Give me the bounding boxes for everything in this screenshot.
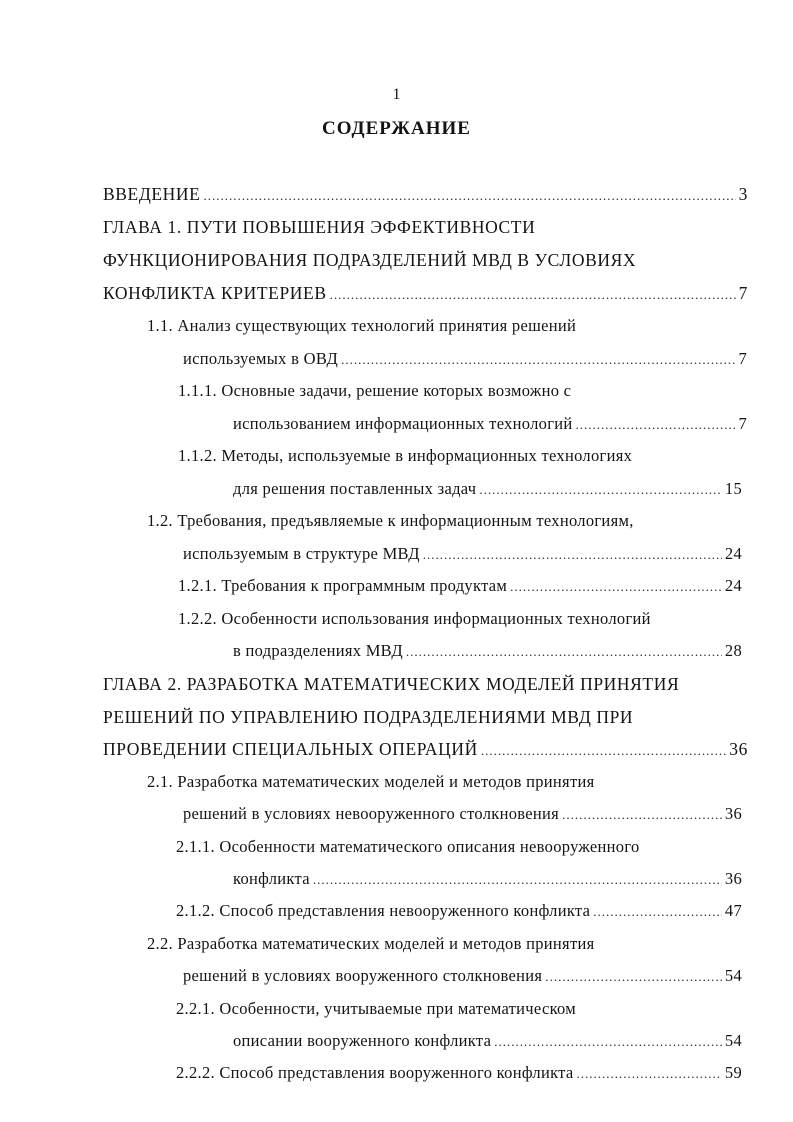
toc-entry-page: 36	[724, 869, 742, 888]
dot-leader	[423, 540, 722, 569]
toc-entry-label: 2.1.1. Особенности математического описания невооруженного	[176, 837, 640, 856]
toc-entry-label: ФУНКЦИОНИРОВАНИЯ ПОДРАЗДЕЛЕНИЙ МВД В УСЛОВИЯХ	[103, 250, 637, 270]
toc-section-1-1[interactable]	[183, 344, 747, 374]
toc-section-1-2[interactable]	[183, 539, 742, 569]
toc-subsection-2-1-1[interactable]	[233, 864, 742, 894]
dot-leader	[562, 800, 722, 829]
toc-entry-label: 1.1.2. Методы, используемые в информационных технологиях	[178, 446, 633, 465]
toc-entry-label: в подразделениях МВД	[233, 641, 403, 660]
toc-entry-label: использованием информационных технологий	[233, 414, 573, 433]
toc-entry-page: 24	[724, 576, 742, 595]
toc-entry-label: 1.2. Требования, предъявляемые к информационным технологиям,	[147, 511, 634, 530]
toc-entry-page: 59	[724, 1063, 742, 1082]
dot-leader	[481, 736, 726, 764]
toc-subsection-2-2-2[interactable]	[176, 1058, 742, 1088]
toc-chapter-2-line[interactable]	[103, 734, 748, 764]
dot-leader	[494, 1027, 722, 1056]
toc-entry-label: 2.1. Разработка математических моделей и методов принятия	[147, 772, 595, 791]
toc-subsection-2-2-1[interactable]	[176, 994, 747, 1024]
toc-subsection-1-1-1[interactable]	[233, 409, 747, 439]
toc-entry-page: 3	[738, 184, 748, 204]
toc-section-2-2[interactable]	[183, 961, 742, 991]
toc-entry-page: 7	[738, 349, 747, 368]
toc-entry-label: конфликта	[233, 869, 310, 888]
toc-entry-label: решений в условиях невооруженного столкновения	[183, 804, 560, 823]
dot-leader	[341, 345, 735, 374]
dot-leader	[510, 572, 722, 601]
toc-entry-label: описании вооруженного конфликта	[233, 1031, 492, 1050]
toc-entry-label: РЕШЕНИЙ ПО УПРАВЛЕНИЮ ПОДРАЗДЕЛЕНИЯМИ МВД ПРИ	[103, 707, 634, 727]
toc-entry-label: КОНФЛИКТА КРИТЕРИЕВ	[103, 283, 327, 303]
toc-chapter-1-line[interactable]	[103, 212, 748, 242]
toc-subsection-1-1-2[interactable]	[233, 474, 742, 504]
dot-leader	[479, 475, 722, 504]
toc-entry-label: 2.2.2. Способ представления вооруженного конфликта	[176, 1063, 574, 1082]
toc-entry-label: 1.1. Анализ существующих технологий принятия решений	[147, 316, 577, 335]
dot-leader	[545, 962, 722, 991]
dot-leader	[577, 1059, 722, 1088]
toc-subsection-1-2-2[interactable]	[178, 604, 747, 634]
toc-entry-label: 1.2.2. Особенности использования информационных технологий	[178, 609, 651, 628]
toc-subsection-1-2-2[interactable]	[233, 636, 742, 666]
toc-entry-label: ВВЕДЕНИЕ	[103, 184, 201, 204]
toc-entry-label: используемых в ОВД	[183, 349, 339, 368]
toc-section-2-1[interactable]	[147, 767, 747, 797]
toc-subsection-2-1-1[interactable]	[176, 832, 747, 862]
toc-section-1-1[interactable]	[147, 311, 747, 341]
toc-chapter-1-line[interactable]	[103, 245, 748, 275]
toc-entry-page: 36	[724, 804, 742, 823]
toc-subsection-1-1-2[interactable]	[178, 441, 747, 471]
toc-entry-label: 2.2.1. Особенности, учитываемые при математическом	[176, 999, 577, 1018]
toc-subsection-2-1-2[interactable]	[176, 896, 742, 926]
toc-entry-page: 36	[729, 739, 748, 759]
toc-entry-label: 2.2. Разработка математических моделей и методов принятия	[147, 934, 595, 953]
dot-leader	[406, 637, 722, 666]
toc-entry-label: ГЛАВА 1. ПУТИ ПОВЫШЕНИЯ ЭФФЕКТИВНОСТИ	[103, 217, 536, 237]
toc-entry-page: 54	[724, 1031, 742, 1050]
toc-section-1-2[interactable]	[147, 506, 747, 536]
toc-entry-page: 54	[724, 966, 742, 985]
toc-chapter-2-line[interactable]	[103, 702, 748, 732]
toc-chapter-1-line[interactable]	[103, 278, 748, 308]
toc-entry-page: 15	[724, 479, 742, 498]
toc-section-2-1[interactable]	[183, 799, 742, 829]
dot-leader	[313, 865, 722, 894]
toc-entry-label: ГЛАВА 2. РАЗРАБОТКА МАТЕМАТИЧЕСКИХ МОДЕЛЕЙ ПРИНЯТИЯ	[103, 674, 680, 694]
toc-entry-label: 1.2.1. Требования к программным продуктам	[178, 576, 508, 595]
toc-entry-label: ПРОВЕДЕНИИ СПЕЦИАЛЬНЫХ ОПЕРАЦИЙ	[103, 739, 478, 759]
toc-section-2-2[interactable]	[147, 929, 747, 959]
toc-entry-label: решений в условиях вооруженного столкновения	[183, 966, 543, 985]
page-number: 1	[392, 86, 401, 103]
toc-subsection-1-2-1[interactable]	[178, 571, 742, 601]
toc-entry-label: используемым в структуре МВД	[183, 544, 420, 563]
dot-leader	[576, 410, 736, 439]
toc-entry-page: 47	[724, 901, 742, 920]
page-title: СОДЕРЖАНИЕ	[322, 118, 471, 139]
dot-leader	[330, 280, 736, 308]
dot-leader	[203, 181, 735, 209]
toc-subsection-1-1-1[interactable]	[178, 376, 747, 406]
toc-entry-label: для решения поставленных задач	[233, 479, 477, 498]
toc-entry-page: 28	[724, 641, 742, 660]
toc-subsection-2-2-1[interactable]	[233, 1026, 742, 1056]
toc-entry-page: 7	[738, 414, 747, 433]
toc-entry-label: 2.1.2. Способ представления невооруженного конфликта	[176, 901, 591, 920]
toc-chapter-2-line[interactable]	[103, 669, 748, 699]
dot-leader	[593, 897, 722, 926]
toc-entry-page: 7	[738, 283, 748, 303]
toc-entry-intro[interactable]	[103, 179, 748, 209]
toc-entry-page: 24	[724, 544, 742, 563]
toc-entry-label: 1.1.1. Основные задачи, решение которых возможно с	[178, 381, 572, 400]
